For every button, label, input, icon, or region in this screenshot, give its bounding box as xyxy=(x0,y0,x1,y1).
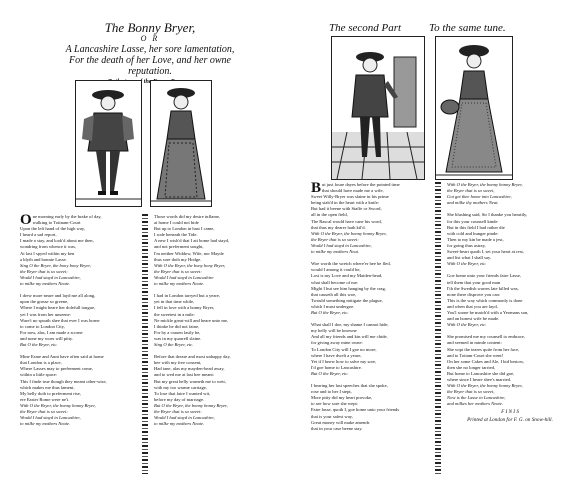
verse-line: With O the Bryer, the bonny bonny Bryer, xyxy=(447,182,523,187)
verse-line: I drew more neare and layd me all along, xyxy=(20,293,96,299)
verse-line: You'l soone be match'd with a Yeomans son, xyxy=(447,309,529,315)
verse-line: I had in London tarryed but a yeare, xyxy=(154,293,221,299)
verse-line: for giving away mine owne: xyxy=(311,340,363,346)
verse-line: Sweet-heart quoth I, set your heart at rest, xyxy=(447,249,524,255)
drop-cap-o: O xyxy=(20,212,32,228)
man-tiled-floor-icon xyxy=(332,37,424,179)
verse-line: To lose that faire I wanted wit, xyxy=(154,390,211,396)
verse-line: I thinke he did not faine, xyxy=(154,323,200,329)
verse-line: Twould something mitigate the plague, xyxy=(311,297,383,303)
verse-line: Woe worth the wretch where'er hee be fled, xyxy=(311,261,391,267)
verse-line: Mine Esme and Aunt have often said at home xyxy=(20,354,104,360)
verse-line: On her some Cakes and Ale, I bid bestow, xyxy=(447,358,525,364)
verse-line: This is the way which commonly is done xyxy=(447,297,523,303)
verse-line: none there disprove you can: xyxy=(447,291,501,297)
verse-line: and none my woes will pitty. xyxy=(20,335,74,341)
verse-line: Would I had stayd in Lancashire, xyxy=(20,274,81,280)
verse-line: She blushing said, Sir I thanke you heartily, xyxy=(447,212,528,218)
drop-cap-b: B xyxy=(311,180,322,196)
woman-basket-icon xyxy=(436,37,512,179)
verse-line: With O the Bryer, etc. xyxy=(447,261,487,267)
ballad-title: The Bonny Bryer, xyxy=(104,20,196,35)
verse-line: tell them that your good man xyxy=(447,279,501,285)
verse-line: that causeth all this woe, xyxy=(311,291,357,297)
verse-line: Upon the left hand of the high way, xyxy=(20,226,86,232)
verse-line: I fell in love with a bonny Bryer, xyxy=(154,305,215,311)
verse-line: hee with my free consent, xyxy=(154,360,202,366)
verse-line: She promised me my counsell to embrace, xyxy=(447,334,525,340)
verse-line: and to Tottam-Court she went! xyxy=(447,352,504,358)
verse-line: Yet if I knew how to salve my sore, xyxy=(311,358,377,364)
verse-line: My belly doth to preferment rise, xyxy=(20,390,81,396)
verse-line: For now, alas, I am made a scorne xyxy=(20,329,83,335)
verse-line: to milke my mothers Neate. xyxy=(20,281,71,287)
verse-line: and seemed in minde content: xyxy=(447,340,502,346)
verse-line: I heard a sad report, xyxy=(20,232,57,238)
verse-line: Faire lasse, quoth I, goe home unto your friends xyxy=(311,407,400,413)
verse-line: to milke my mothers Neate. xyxy=(20,421,71,427)
verse-line: Sweet Willy-Bryer was slaine in his prime xyxy=(311,194,389,200)
vine-border-left xyxy=(142,214,148,474)
verse-line: But my great belly warneth me to wett, xyxy=(154,378,226,384)
verse-line: and list what I shall say. xyxy=(447,255,492,261)
verse-line: With O the Bryer, the bony bony Bryer, xyxy=(154,262,226,268)
verse-line: Would I had stayd in Lancashire, xyxy=(154,415,215,421)
verse-line: where I have dwelt a yeare, xyxy=(311,352,362,358)
verse-line: Where Lasses may to preferment come, xyxy=(20,366,93,372)
verse-line: Had tane, alas my mayden-head away, xyxy=(154,366,225,372)
verse-line: The Rascal would have cane his word, xyxy=(311,218,382,224)
verse-line: But O the Bryer, etc. xyxy=(311,309,349,315)
verse-line: yet in that time while, xyxy=(154,299,195,305)
verse-line: with cold and hunger pinde: xyxy=(447,230,499,236)
verse-line: and not preferment sought, xyxy=(154,244,204,250)
verse-line: that London is a place, xyxy=(20,360,62,366)
verse-line: A new I wish'd that I att home had stayd, xyxy=(154,238,230,244)
verse-line: what shall become of me: xyxy=(311,279,359,285)
verse-line: I'd goe home to Lancashire. xyxy=(311,364,362,370)
verse-line: and milke thy mothers Neat. xyxy=(447,200,499,206)
verse-line: being stab'd in the heart with a knife: xyxy=(311,200,380,206)
second-part-heading: The second Part xyxy=(329,22,402,34)
verse-line: the Bryer that is so sweet: xyxy=(154,409,202,414)
verse-line: I'th the Swedish warres late killed was, xyxy=(447,285,519,291)
verse-line: But home to Lancashire she did goe, xyxy=(447,370,515,376)
verse-line: the Bryer that is so sweet: xyxy=(20,268,68,274)
verse-line: that thus my dearer hath kil'd. xyxy=(311,224,366,230)
ballad-title-block xyxy=(60,22,240,88)
verse-line: And all my friends and kin will me chide, xyxy=(311,334,388,340)
verse-line: ut just foure dayes before the pointed time xyxy=(322,182,400,187)
verse-line: But had it beene with Staffe or Sword, xyxy=(311,206,382,212)
subtitle-line-2: For the death of her Love, and her owne reputation. xyxy=(69,55,231,77)
right-column-1 xyxy=(311,182,437,432)
verse-line: with my too warme carriage, xyxy=(154,384,207,390)
verse-line: More pitty did my heart provoke, xyxy=(311,395,373,401)
verse-line: yet I was from her unseene: xyxy=(20,311,71,317)
verse-line: the Bryer that is so sweet: xyxy=(311,236,359,242)
verse-line: wondring from whence it was, xyxy=(20,244,77,250)
right-column-2 xyxy=(447,182,573,423)
verse-line: Would I had stayd in Lancashire, xyxy=(20,415,81,421)
verse-line: upon the grasse so greene, xyxy=(20,299,69,305)
verse-line: I made a stay, and look'd about me then, xyxy=(20,238,94,244)
verse-line: For by a crauen lastly he, xyxy=(154,329,201,335)
verse-line: What shall I doe, my shame I cannot hide, xyxy=(311,322,389,328)
verse-line: With O the Bryer, the bonny bonny Bryer, xyxy=(20,402,96,408)
verse-line: for going thus astray, xyxy=(447,242,486,248)
verse-line: Got get thee home into Lancashire, xyxy=(447,194,512,200)
verse-line: I hearing her last speeches that she spoke, xyxy=(311,383,388,389)
left-column-1 xyxy=(20,214,138,427)
verse-line: But up to London in hast I came, xyxy=(154,226,215,232)
verse-line: which I must undergoe. xyxy=(311,303,355,309)
man-figure-icon xyxy=(76,81,141,206)
woodcut-man-right xyxy=(331,36,425,180)
title-or: O R xyxy=(140,34,160,43)
vine-border-right xyxy=(435,182,441,474)
verse-line: ne morning early by the brake of day, xyxy=(32,214,102,219)
verse-line: Great money will make amends xyxy=(311,419,370,425)
verse-line: Lost is my Love and my Maiden-head, xyxy=(311,273,383,279)
verse-line: With O the Bryer, the bonny bonny Bryer, xyxy=(311,230,387,236)
verse-line: my belly will be knowne xyxy=(311,328,357,334)
verse-line: But O the Bryer, the bonny bonny Bryer, xyxy=(154,402,228,408)
woodcut-woman-right xyxy=(435,36,513,180)
woodcut-man-left xyxy=(75,80,142,207)
verse-line: that is your safest way, xyxy=(311,413,353,419)
verse-line: Where I might heare her dolefull tongue, xyxy=(20,305,96,311)
verse-line: and milkes her mothers Neate. xyxy=(447,401,504,407)
verse-line: rose and to her I stept, xyxy=(311,389,352,395)
verse-line: the Bryer that is so sweet, xyxy=(447,389,495,395)
same-tune-heading: To the same tune. xyxy=(429,22,506,34)
verse-line: Ware't no spoath shee that ever I was borne xyxy=(20,317,100,323)
verse-line: She wipt the teares quite from her face, xyxy=(447,346,520,352)
verse-line: would I among it could be, xyxy=(311,267,361,273)
verse-line: Ne mickle great-will and beare unto me, xyxy=(154,317,229,323)
tune-line: the xyxy=(143,79,152,85)
verse-line: within a little space: xyxy=(20,372,58,378)
verse-line: all in the open field, xyxy=(311,212,348,218)
verse-line: Might I but see him hanging by the crag, xyxy=(311,285,386,291)
verse-line: But O the Bryer, etc. xyxy=(20,341,58,347)
verse-line: the Bryer that is so sweet, xyxy=(447,188,495,194)
verse-line: With O the Bryer, the bonny bonny Bryer, xyxy=(447,383,523,389)
verse-line: and to wed me at last hee meant: xyxy=(154,372,215,378)
verse-line: was in my quarrell slaine. xyxy=(154,335,202,341)
verse-line: to milke my mothers Neat. xyxy=(311,249,360,255)
verse-line: This I finde true though they meant other-wise, xyxy=(20,378,107,384)
left-column-2 xyxy=(154,214,274,427)
verse-line: With O the Bryer, etc. xyxy=(447,322,487,328)
verse-line: Those words did my desire inflame, xyxy=(154,214,221,219)
verse-line: to see how sore she wept: xyxy=(311,401,359,407)
verse-line: I rode beneath the Tide. xyxy=(154,232,198,238)
verse-line: and an honest wife be made. xyxy=(447,316,500,322)
printer-imprint: Printed at London for F. G. on Snow-hill. xyxy=(467,417,553,424)
verse-line: to come to London City, xyxy=(20,323,65,329)
verse-line: then she no longer tarried, xyxy=(447,364,496,370)
verse-line: a blyth and bonnie Lasse. xyxy=(20,256,67,262)
verse-line: the sweetest in a mile: xyxy=(154,311,195,317)
woodcut-woman-left xyxy=(150,80,212,207)
verse-line: Would I had stayd in Lancashire, xyxy=(311,242,372,248)
subtitle-line-1: A Lancashire Lasse, her sore lamentation, xyxy=(65,44,235,55)
finis-mark: F I N I S xyxy=(501,409,519,416)
verse-line: Sing O the Bryer, etc. xyxy=(154,341,194,347)
verse-line: Sing O the Bryer, the bony bony Bryer, xyxy=(20,262,91,268)
verse-line: before my day of marriage. xyxy=(154,396,205,402)
verse-line: Goe home unto your friends faire Lasse, xyxy=(447,273,522,279)
verse-line: At last I spyed within my ken xyxy=(20,250,75,256)
verse-line: ere Easter Rome were ne't. xyxy=(20,396,70,402)
verse-line: walking to Tottnam-Court xyxy=(32,220,81,226)
verse-line: thus sore doth my Hodge. xyxy=(154,256,202,262)
verse-line: which makes me thus lament, xyxy=(20,384,75,390)
verse-line: to milke my mothers Neate. xyxy=(154,421,205,427)
verse-line: and when that you are layd, xyxy=(447,303,498,309)
verse-line: But O the Bryer, etc. xyxy=(311,370,349,376)
verse-line: that in your case beene stay. xyxy=(311,425,363,431)
verse-line: Then to my kin be made a jest, xyxy=(447,236,504,242)
right-page xyxy=(289,0,578,480)
verse-line: the Bryer that is so sweet: xyxy=(20,409,68,414)
woman-figure-icon xyxy=(151,81,211,206)
verse-line: for this your counsell kinde xyxy=(447,218,498,224)
verse-line: Before that dreare and most unhappy day, xyxy=(154,354,231,360)
verse-line: where since I heare shee's married. xyxy=(447,377,512,382)
verse-line: to milke my mothers Neate. xyxy=(154,281,205,287)
verse-line: Would I had stayd in Lancashire xyxy=(154,274,214,280)
verse-line: But in this field I had rather die xyxy=(447,224,505,230)
verse-line: at home I could not bide xyxy=(154,220,199,226)
verse-line: the Bryer that is so sweet: xyxy=(154,268,202,274)
verse-line: To London City will I goe no more, xyxy=(311,346,377,352)
verse-line: Now is the Lasse in Lancashire, xyxy=(447,395,506,401)
verse-line: I'm neither Widdow, Wife, nor Mayde xyxy=(154,250,224,256)
verse-line: that should have made me a wife, xyxy=(322,188,384,194)
